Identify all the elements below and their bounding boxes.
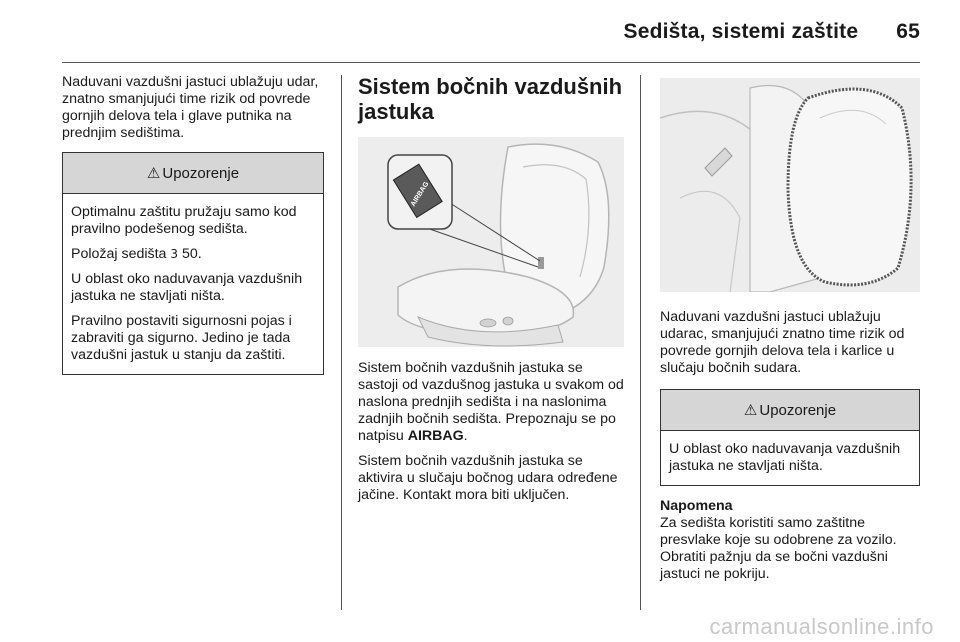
warning-header [661,390,919,431]
ref-text: Položaj sedišta [71,246,171,262]
body-paragraph [358,360,624,445]
warning-paragraph: Pravilno postaviti sigurnosni pojas i zabraviti ga sigurno. Jedino je tada vazdušni jastuk u stanju da zaštiti. [71,313,292,363]
warning-triangle-icon: ⚠ [743,402,758,419]
airbag-label-reference: AIRBAG [407,428,464,444]
page-header [624,20,921,44]
body-paragraph: Sistem bočnih vazdušnih jastuka se aktivira u slučaju bočnog udara određene jačine. Kontakt mora biti uključen. [358,453,618,503]
warning-triangle-icon: ⚠ [146,165,161,182]
watermark: carmanualsonline.info [709,614,934,639]
warning-paragraph: Optimalnu zaštitu pružaju samo kod pravilno podešenog sedišta. [71,204,297,237]
intro-paragraph: Naduvani vazdušni jastuci ublažuju udar, znatno smanjujući time rizik od povrede gornjih delova tela i glave putnika na prednjim sedištima. [62,74,319,141]
airbag-label-text: AIRBAG [409,180,431,208]
note-text: Za sedišta koristiti samo zaštitne presvlake koje su odobrene za vozilo. Obratiti pažnju da se bočni vazdušni jastuci ne pokriju. [660,515,897,582]
warning-body [63,194,323,374]
body-text: Sistem bočnih vazdušnih jastuka se sastoji od vazdušnog jastuka u svakom od naslona prednjih sedišta i na naslonima zadnjih bočnih sedišta. Prepoznaju se po natpisu [358,360,624,444]
column-left [62,74,324,375]
seat-airbag-label-illustration [358,137,624,347]
warning-title: Upozorenje [759,401,837,419]
warning-paragraph: U oblast oko naduvavanja vazdušnih jastuka ne stavljati ništa. [669,441,901,474]
column-middle [358,74,624,504]
header-rule [62,62,920,63]
body-paragraph: Naduvani vazdušni jastuci ublažuju udarac, smanjujući znatno time rizik od povrede gornjih delova tela i karlice u slučaju bočnih sudara. [660,309,905,376]
section-heading: Sistem bočnih vazdušnih jastuka [358,74,623,124]
warning-header [63,153,323,194]
column-right [660,74,920,583]
body-text-end: . [463,428,468,444]
column-divider-1 [341,75,342,610]
warning-box [62,152,324,375]
warning-body [661,431,919,485]
warning-box [660,389,920,486]
ref-page: 50. [178,246,202,262]
page-number: 65 [896,20,920,43]
note-title: Napomena [660,498,733,514]
column-divider-2 [640,75,641,610]
warning-title: Upozorenje [162,164,240,182]
section-title: Sedišta, sistemi zaštite [623,20,859,43]
side-airbag-deployed-illustration [660,78,920,292]
page-reference-icon: 3 [170,247,179,261]
warning-paragraph-ref [71,246,315,263]
warning-paragraph: U oblast oko naduvavanja vazdušnih jastuka ne stavljati ništa. [71,271,303,304]
